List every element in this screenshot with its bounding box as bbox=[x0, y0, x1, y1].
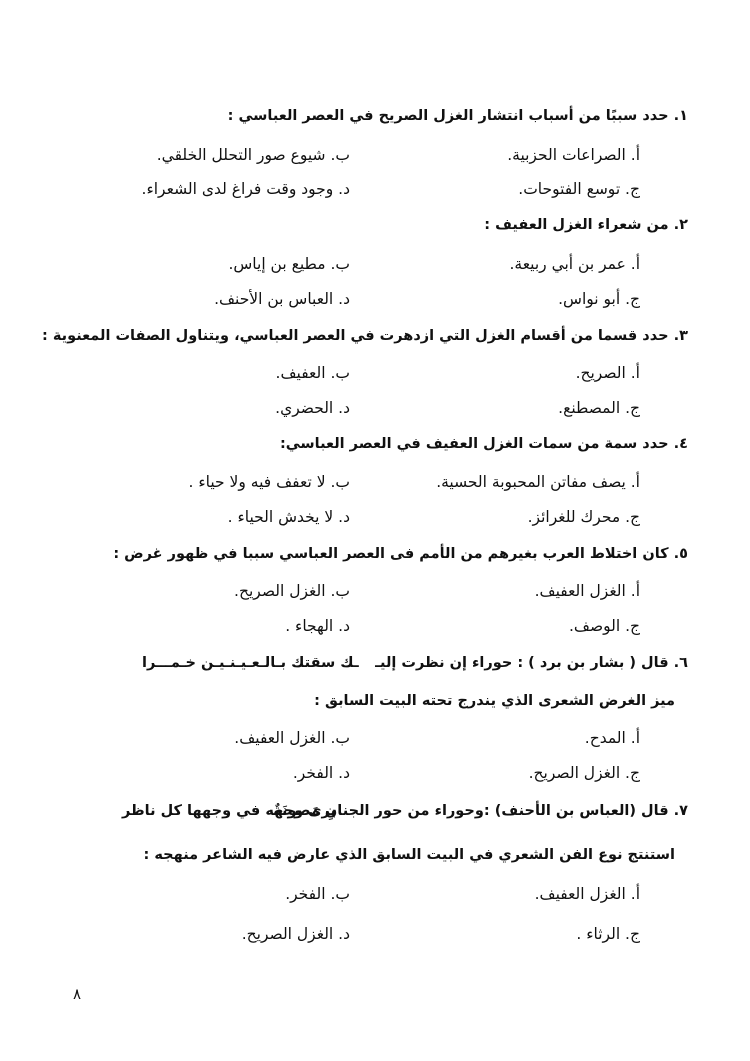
q3-option-c: ج. المصطنع. bbox=[558, 399, 640, 417]
q3-option-b: ب. العفيف. bbox=[275, 364, 350, 382]
q2-option-a: أ. عمر بن أبي ربيعة. bbox=[509, 255, 640, 273]
q6-option-c: ج. الغزل الصريح. bbox=[528, 764, 640, 782]
q6-option-d: د. الفخر. bbox=[292, 764, 350, 782]
q1-option-a: أ. الصراعات الحزبية. bbox=[507, 146, 640, 164]
q5-option-c: ج. الوصف. bbox=[568, 617, 640, 635]
q1-option-b: ب. شيوع صور التحلل الخلقي. bbox=[156, 146, 350, 164]
q7-option-c: ج. الرثاء . bbox=[576, 925, 640, 943]
q6-option-a: أ. المدح. bbox=[584, 729, 640, 747]
question-3-text: ٣. حدد قسما من أقسام الغزل التي ازدهرت في العصر العباسي، ويتناول الصفات المعنوية : bbox=[42, 328, 688, 344]
q3-option-d: د. الحضري. bbox=[275, 399, 350, 417]
q2-option-d: د. العباس بن الأحنف. bbox=[214, 290, 350, 308]
q5-option-d: د. الهجاء . bbox=[285, 617, 350, 635]
question-1-text: ١. حدد سببًا من أسباب انتشار الغزل الصريح في العصر العباسي : bbox=[227, 108, 688, 124]
q4-option-d: د. لا يخدش الحياء . bbox=[227, 508, 350, 526]
question-6-subtext: ميز الغرض الشعرى الذي يندرج تحته البيت السابق : bbox=[314, 693, 675, 709]
q7-option-a: أ. الغزل العفيف. bbox=[534, 885, 640, 903]
page-number: ٨ bbox=[73, 985, 82, 1003]
q7-verse-second-half: يرى وجهه في وجهها كل ناظر bbox=[122, 803, 336, 819]
q6-option-b: ب. الغزل العفيف. bbox=[234, 729, 350, 747]
q4-option-b: ب. لا تعفف فيه ولا حياء . bbox=[188, 473, 350, 491]
q2-option-c: ج. أبو نواس. bbox=[558, 290, 640, 308]
question-7-subtext: استنتج نوع الفن الشعري في البيت السابق الذي عارض فيه الشاعر منهجه : bbox=[143, 847, 675, 863]
q5-option-b: ب. الغزل الصريح. bbox=[234, 582, 350, 600]
q3-option-a: أ. الصريح. bbox=[575, 364, 640, 382]
q4-option-c: ج. محرك للغرائز. bbox=[527, 508, 640, 526]
q6-verse-second-half: ـك سقتك بـالـعـيـنـيـن خـمـــرا bbox=[142, 655, 359, 671]
q7-option-d: د. الغزل الصريح. bbox=[241, 925, 350, 943]
q7-option-b: ب. الفخر. bbox=[285, 885, 350, 903]
q1-option-d: د. وجود وقت فراغ لدى الشعراء. bbox=[141, 180, 350, 198]
q1-option-c: ج. توسع الفتوحات. bbox=[518, 180, 640, 198]
q2-option-b: ب. مطيع بن إياس. bbox=[228, 255, 350, 273]
question-5-text: ٥. كان اختلاط العرب بغيرهم من الأمم فى العصر العباسي سببا في ظهور غرض : bbox=[113, 546, 688, 562]
question-7-text: ٧. قال (العباس بن الأحنف) :وحوراء من حور الجنانِ مَصونَةٌ bbox=[273, 803, 688, 819]
question-6-text: ٦. قال ( بشار بن برد ) : حوراء إن نظرت إليـ bbox=[375, 655, 688, 671]
q5-option-a: أ. الغزل العفيف. bbox=[534, 582, 640, 600]
question-2-text: ٢. من شعراء الغزل العفيف : bbox=[484, 217, 688, 233]
q4-option-a: أ. يصف مفاتن المحبوبة الحسية. bbox=[436, 473, 640, 491]
question-4-text: ٤. حدد سمة من سمات الغزل العفيف في العصر العباسي: bbox=[279, 436, 688, 452]
